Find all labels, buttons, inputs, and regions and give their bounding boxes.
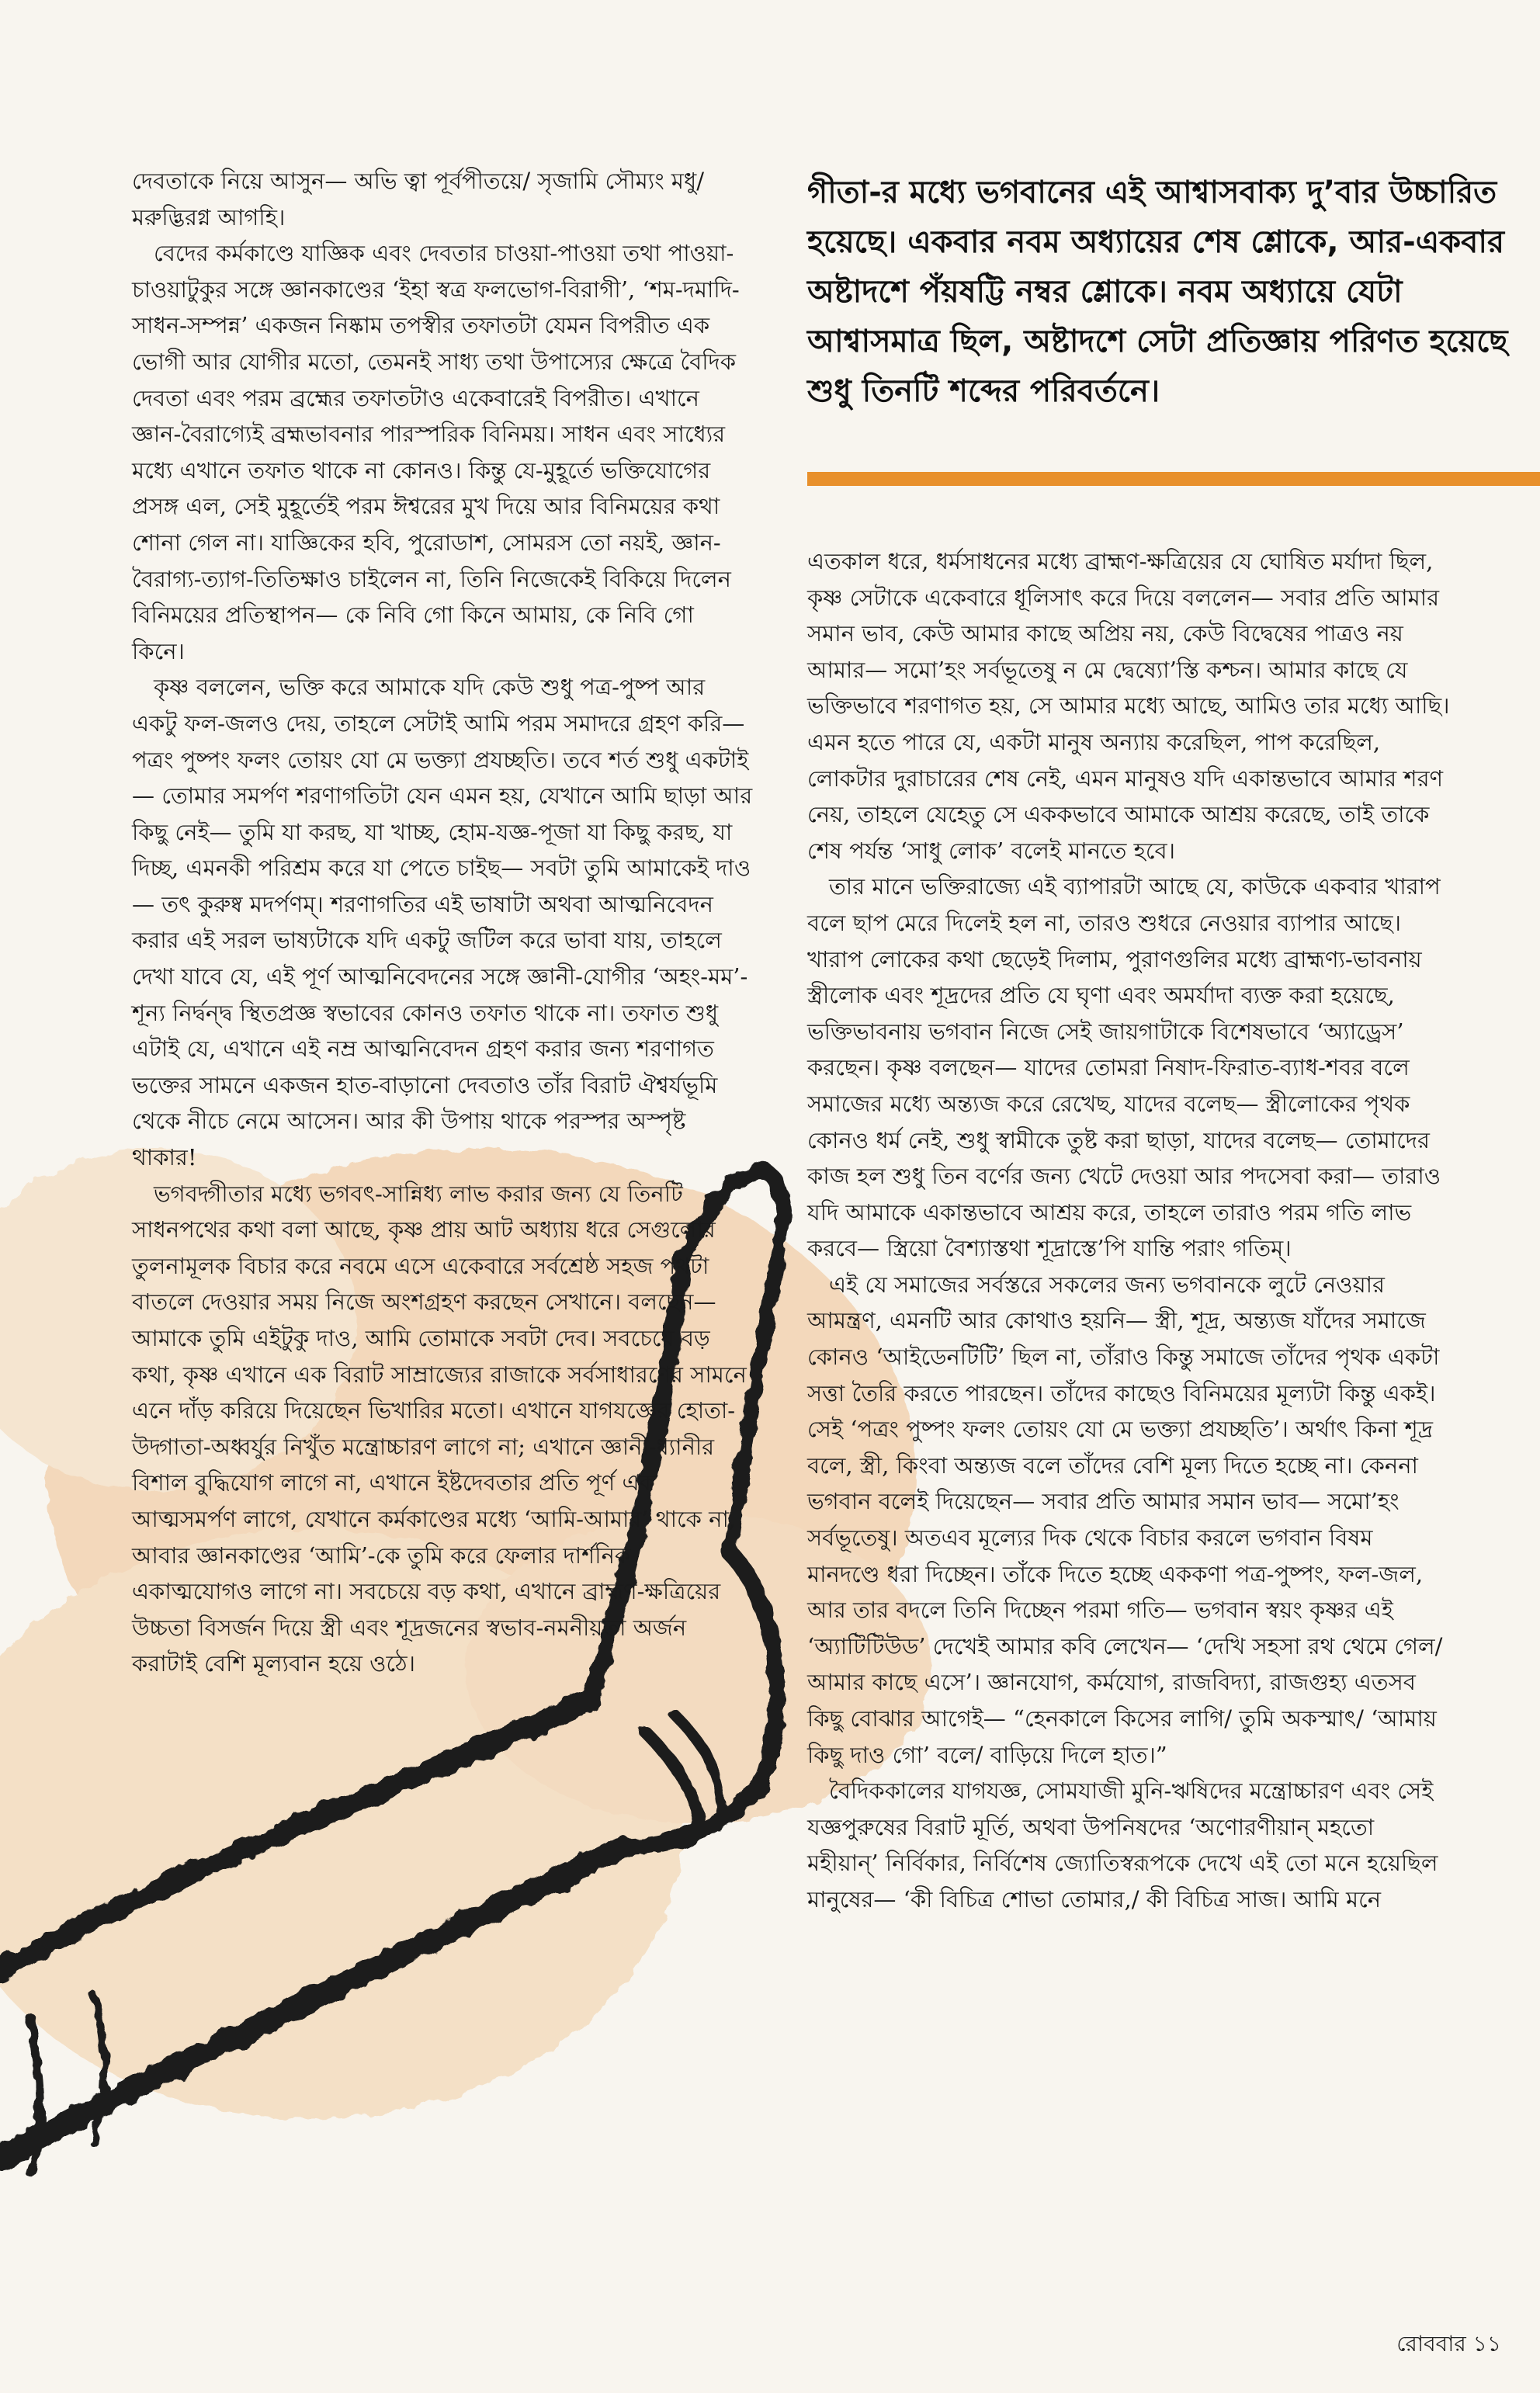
accent-rule bbox=[807, 472, 1540, 486]
page-footer: রোববার ১১ bbox=[1396, 2331, 1501, 2357]
left-column bbox=[132, 163, 753, 1682]
left-paragraph: বেদের কর্মকাণ্ডে যাজ্ঞিক এবং দেবতার চাওয়া-পাওয়া তথা পাওয়া-চাওয়াটুকুর সঙ্গে জ্ঞানকাণ্ডের ‘ইহা স্বত্র ফলভোগ-বিরাগী’, ‘শম-দমাদি-সাধন-সম্পন্ন’ একজন নিষ্কাম তপস্বীর তফাতটা যেমন বিপরীত এক ভোগী আর যোগীর মতো, তেমনই সাধ্য তথা উপাস্যের ক্ষেত্রে বৈদিক দেবতা এবং পরম ব্রহ্মের তফাতটাও একেবারেই বিপরীত। এখানে জ্ঞান-বৈরাগ্যেই ব্রহ্মভাবনার পারস্পরিক বিনিময়। সাধন এবং সাধ্যের মধ্যে এখানে তফাত থাকে না কোনও। কিন্তু যে-মুহূর্তে ভক্তিযোগের প্রসঙ্গ এল, সেই মুহূর্তেই পরম ঈশ্বরের মুখ দিয়ে আর বিনিময়ের কথা শোনা গেল না। যাজ্ঞিকের হবি, পুরোডাশ, সোমরস তো নয়ই, জ্ঞান-বৈরাগ্য-ত্যাগ-তিতিক্ষাও চাইলেন না, তিনি নিজেকেই বিকিয়ে দিলেন বিনিময়ের প্রতিস্থাপন— কে নিবি গো কিনে আমায়, কে নিবি গো কিনে। bbox=[132, 240, 740, 664]
right-paragraph: বৈদিককালের যাগযজ্ঞ, সোমযাজী মুনি-ঋষিদের মন্ত্রোচ্চারণ এবং সেই যজ্ঞপুরুষের বিরাট মূর্তি, অথবা উপনিষদের ‘অণোরণীয়ান্ মহতো মহীয়ান্’ নির্বিকার, নির্বিশেষ জ্যোতিস্বরূপকে দেখে এই তো মনে হয়েছিল মানুষের— ‘কী বিচিত্র শোভা তোমার,/ কী বিচিত্র সাজ। আমি মনে bbox=[807, 1777, 1438, 1913]
right-paragraph: এই যে সমাজের সর্বস্তরে সকলের জন্য ভগবানকে লুটে নেওয়ার আমন্ত্রণ, এমনটি আর কোথাও হয়নি— স্ত্রী, শূদ্র, অন্ত্যজ যাঁদের সমাজে কোনও ‘আইডেনটিটি’ ছিল না, তাঁরাও কিন্তু সমাজে তাঁদের পৃথক একটা সত্তা তৈরি করতে পারছেন। তাঁদের কাছেও বিনিময়ের মূল্যটা কিন্তু একই। সেই ‘পত্রং পুষ্পং ফলং তোয়ং যো মে ভক্ত্যা প্রযচ্ছতি’। অর্থাৎ কিনা শূদ্র বলে, স্ত্রী, কিংবা অন্ত্যজ বলে তাঁদের বেশি মূল্য দিতে হচ্ছে না। কেননা ভগবান বলেই দিয়েছেন— সবার প্রতি আমার সমান ভাব— সমো’হং সর্বভূতেষু। অতএব মূল্যের দিক থেকে বিচার করলে ভগবান বিষম মানদণ্ডে ধরা দিচ্ছেন। তাঁকে দিতে হচ্ছে এককণা পত্র-পুষ্পং, ফল-জল, আর তার বদলে তিনি দিচ্ছেন পরমা গতি— ভগবান স্বয়ং কৃষ্ণর এই ‘অ্যাটিটিউড’ দেখেই আমার কবি লেখেন— ‘দেখি সহসা রথ থেমে গেল/ আমার কাছে এসে’। জ্ঞানযোগ, কর্মযোগ, রাজবিদ্যা, রাজগুহ্য এতসব কিছু বোঝার আগেই— “হেনকালে কিসের লাগি/ তুমি অকস্মাৎ/ ‘আমায় কিছু দাও গো’ বলে/ বাড়িয়ে দিলে হাত।” bbox=[807, 1271, 1443, 1768]
right-paragraph: তার মানে ভক্তিরাজ্যে এই ব্যাপারটা আছে যে, কাউকে একবার খারাপ বলে ছাপ মেরে দিলেই হল না, তারও শুধরে নেওয়ার ব্যাপার আছে। খারাপ লোকের কথা ছেড়েই দিলাম, পুরাণগুলির মধ্যে ব্রাহ্মণ্য-ভাবনায় স্ত্রীলোক এবং শূদ্রদের প্রতি যে ঘৃণা এবং অমর্যাদা ব্যক্ত করা হয়েছে, ভক্তিভাবনায় ভগবান নিজে সেই জায়গাটাকে বিশেষভাবে ‘অ্যাড্রেস’ করছেন। কৃষ্ণ বলছেন— যাদের তোমরা নিষাদ-ফিরাত-ব্যাধ-শবর বলে সমাজের মধ্যে অন্ত্যজ করে রেখেছ, যাদের বলেছ— স্ত্রীলোকের পৃথক কোনও ধর্ম নেই, শুধু স্বামীকে তুষ্ট করা ছাড়া, যাদের বলেছ— তোমাদের কাজ হল শুধু তিন বর্ণের জন্য খেটে দেওয়া আর পদসেবা করা— তারাও যদি আমাকে একান্তভাবে আশ্রয় করে, তাহলে তারাও পরম গতি লাভ করবে— স্ত্রিয়ো বৈশ্যাস্তথা শূদ্রাস্তে’পি যান্তি পরাং গতিম্। bbox=[807, 873, 1441, 1262]
left-paragraph: ভগবদ্গীতার মধ্যে ভগবৎ-সান্নিধ্য লাভ করার জন্য যে তিনটি সাধনপথের কথা বলা আছে, কৃষ্ণ প্রায় আট অধ্যায় ধরে সেগুলোর তুলনামূলক বিচার করে নবমে এসে একেবারে সর্বশ্রেষ্ঠ সহজ পথটা বাতলে দেওয়ার সময় নিজে অংশগ্রহণ করছেন সেখানে। বলছেন— আমাকে তুমি এইটুকু দাও, আমি তোমাকে সবটা দেব। সবচেয়ে বড় কথা, কৃষ্ণ এখানে এক বিরাট সাম্রাজ্যের রাজাকে সর্বসাধারণের সামনে এনে দাঁড় করিয়ে দিয়েছেন ভিখারির মতো। এখানে যাগযজ্ঞের হোতা-উদ্গাতা-অধ্বর্যুর নিখুঁত মন্ত্রোচ্চারণ লাগে না; এখানে জ্ঞানী-ধ্যানীর বিশাল বুদ্ধিযোগ লাগে না, এখানে ইষ্টদেবতার প্রতি পূর্ণ এক আত্মসমর্পণ লাগে, যেখানে কর্মকাণ্ডের মধ্যে ‘আমি-আমার’ থাকে না, আবার জ্ঞানকাণ্ডের ‘আমি’-কে তুমি করে ফেলার দার্শনিক একাত্মযোগও লাগে না। সবচেয়ে বড় কথা, এখানে ব্রাহ্মণ-ক্ষত্রিয়ের উচ্চতা বিসর্জন দিয়ে স্ত্রী এবং শূদ্রজনের স্বভাব-নমনীয়তা অর্জন করাটাই বেশি মূল্যবান হয়ে ওঠে। bbox=[132, 1180, 747, 1677]
pull-quote: গীতা-র মধ্যে ভগবানের এই আশ্বাসবাক্য দু’বার উচ্চারিত হয়েছে। একবার নবম অধ্যায়ের শেষ শ্লোকে, আর-একবার অষ্টাদশে পঁয়ষট্টি নম্বর শ্লোকে। নবম অধ্যায়ে যেটা আশ্বাসমাত্র ছিল, অষ্টাদশে সেটা প্রতিজ্ঞায় পরিণত হয়েছে শুধু তিনটি শব্দের পরিবর্তনে। bbox=[807, 175, 1508, 409]
left-paragraph: কৃষ্ণ বললেন, ভক্তি করে আমাকে যদি কেউ শুধু পত্র-পুষ্প আর একটু ফল-জলও দেয়, তাহলে সেটাই আমি পরম সমাদরে গ্রহণ করি— পত্রং পুষ্পং ফলং তোয়ং যো মে ভক্ত্যা প্রযচ্ছতি। তবে শর্ত শুধু একটাই— তোমার সমর্পণ শরণাগতিটা যেন এমন হয়, যেখানে আমি ছাড়া আর কিছু নেই— তুমি যা করছ, যা খাচ্ছ, হোম-যজ্ঞ-পূজা যা কিছু করছ, যা দিচ্ছ, এমনকী পরিশ্রম করে যা পেতে চাইছ— সবটা তুমি আমাকেই দাও— তৎ কুরুষ্ব মদর্পণম্। শরণাগতির এই ভাষাটা অথবা আত্মনিবেদন করার এই সরল ভাষ্যটাকে যদি একটু জটিল করে ভাবা যায়, তাহলে দেখা যাবে যে, এই পূর্ণ আত্মনিবেদনের সঙ্গে জ্ঞানী-যোগীর ‘অহং-মম’-শূন্য নির্দ্বন্দ্ব স্থিতপ্রজ্ঞ স্বভাবের কোনও তফাত থাকে না। তফাত শুধু এটাই যে, এখানে এই নম্র আত্মনিবেদন গ্রহণ করার জন্য শরণাগত ভক্তের সামনে একজন হাত-বাড়ানো দেবতাও তাঁর বিরাট ঐশ্বর্যভূমি থেকে নীচে নেমে আসেন। আর কী উপায় থাকে পরস্পর অস্পৃষ্ট থাকার! bbox=[132, 674, 753, 1171]
right-paragraph: এতকাল ধরে, ধর্মসাধনের মধ্যে ব্রাহ্মণ-ক্ষত্রিয়ের যে ঘোষিত মর্যাদা ছিল, কৃষ্ণ সেটাকে একেবারে ধূলিসাৎ করে দিয়ে বললেন— সবার প্রতি আমার সমান ভাব, কেউ আমার কাছে অপ্রিয় নয়, কেউ বিদ্বেষের পাত্রও নয় আমার— সমো’হং সর্বভূতেষু ন মে দ্বেষ্যো’স্তি কশ্চন। আমার কাছে যে ভক্তিভাবে শরণাগত হয়, সে আমার মধ্যে আছে, আমিও তার মধ্যে আছি। এমন হতে পারে যে, একটা মানুষ অন্যায় করেছিল, পাপ করেছিল, লোকটার দুরাচারের শেষ নেই, এমন মানুষও যদি একান্তভাবে আমার শরণ নেয়, তাহলে যেহেতু সে এককভাবে আমাকে আশ্রয় করেছে, তাই তাকে শেষ পর্যন্ত ‘সাধু লোক’ বলেই মানতে হবে। bbox=[807, 548, 1450, 864]
left-paragraph: দেবতাকে নিয়ে আসুন— অভি ত্বা পূর্বপীতয়ে/ সৃজামি সৌম্যং মধু/ মরুদ্ভিরগ্ন আগহি। bbox=[132, 168, 705, 231]
right-column bbox=[807, 543, 1452, 1918]
